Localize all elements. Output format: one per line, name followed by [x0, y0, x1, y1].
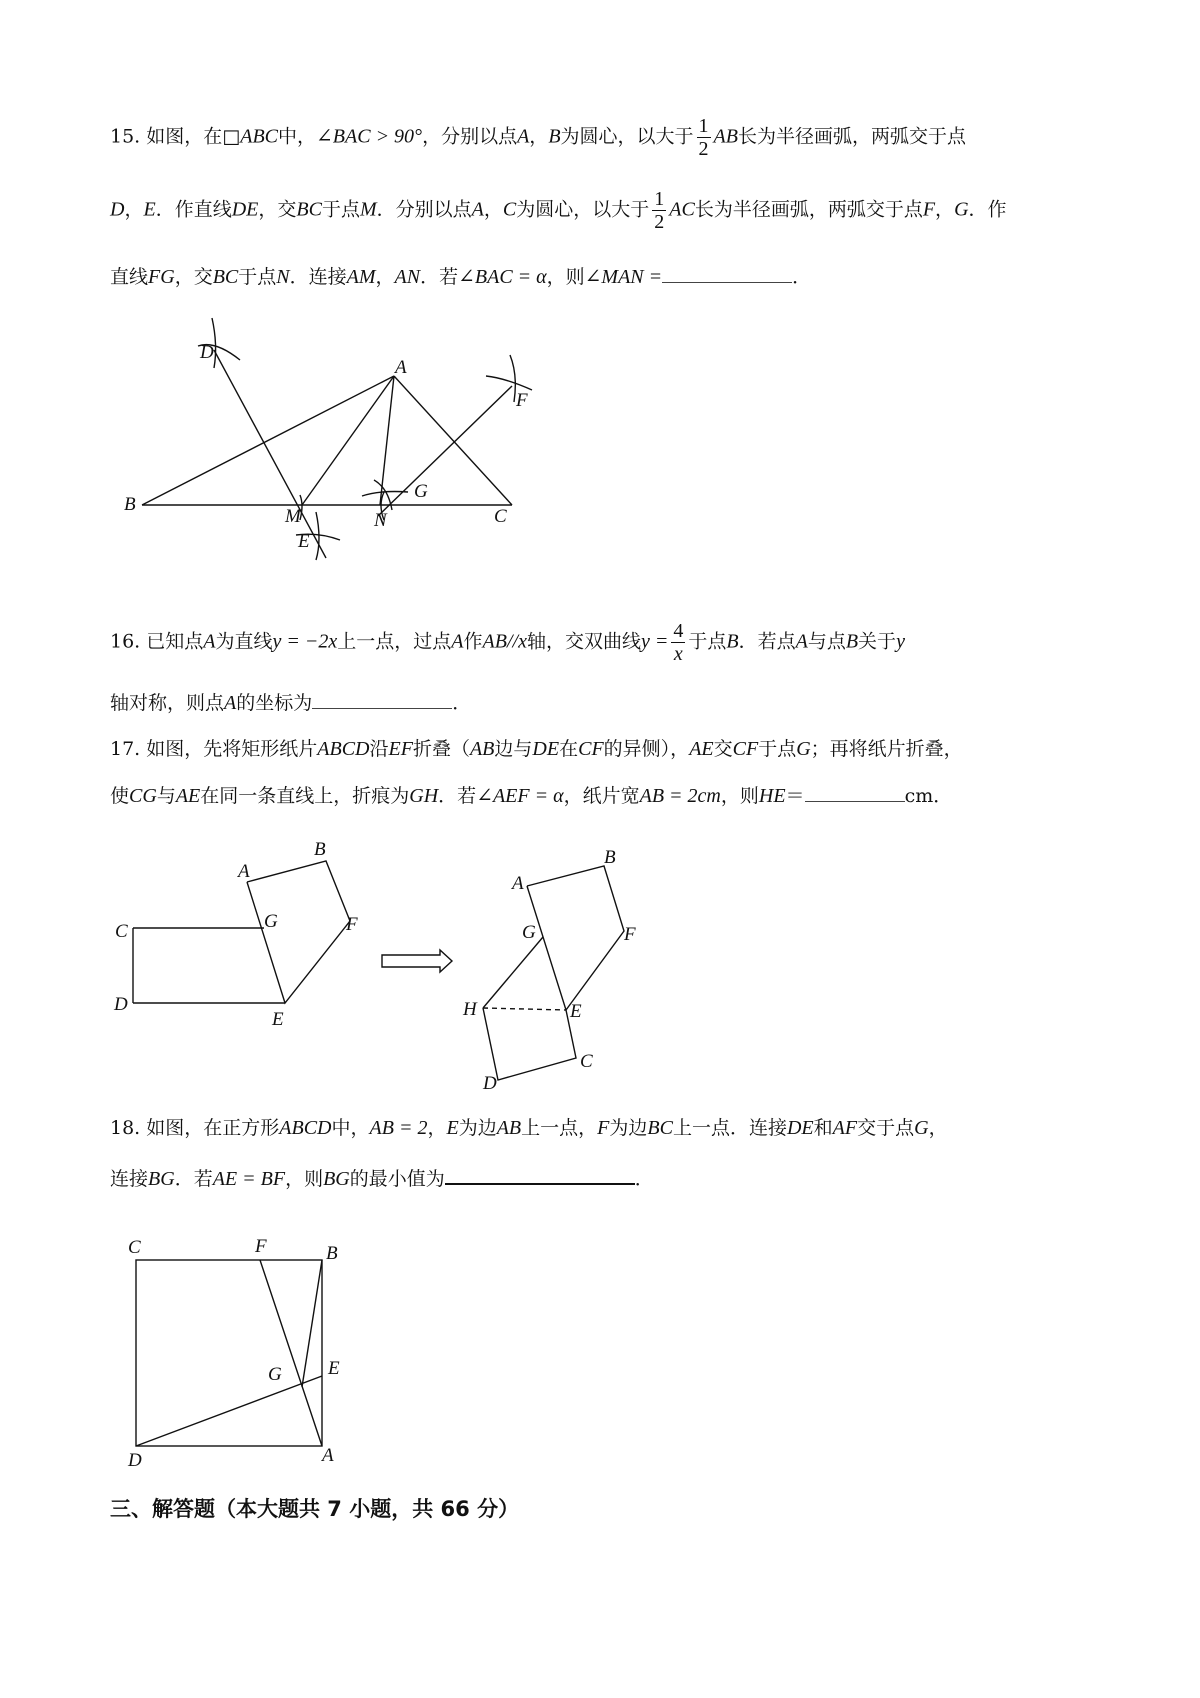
q18-condition: AE = BF — [212, 1168, 286, 1190]
q17-fig1-label-C: C — [115, 921, 128, 942]
q16-line-1: 16. 已知点A为直线y = −2x上一点，过点A作AB//x轴，交双曲线y = $\frac{4}{x}$ 于点B．若点A与点B关于y — [110, 620, 905, 665]
q15-fraction-half: $\frac{1}{2}$ — [698, 115, 709, 160]
q18-label-F: F — [255, 1236, 267, 1257]
q17-line-2: 使CG与AE在同一条直线上，折痕为GH．若∠AEF = α，纸片宽AB = 2cm，则HE＝ cm． — [110, 785, 953, 807]
q17-fig2-label-F: F — [624, 924, 636, 945]
q15-label-G: G — [414, 481, 428, 502]
q17-fig2-label-D: D — [483, 1073, 497, 1094]
q17-fig1-label-F: F — [346, 914, 358, 935]
q17-fig2-label-G: G — [522, 922, 536, 943]
q15-number: 15. — [110, 125, 141, 148]
q18-label-E: E — [328, 1358, 340, 1379]
q17-fig1-label-E: E — [272, 1009, 284, 1030]
q17-angle-equation: ∠AEF = α — [476, 785, 564, 807]
q17-fig2-label-B: B — [604, 847, 616, 868]
q16-line-equation: y = −2x — [272, 630, 338, 653]
q15-label-D: D — [200, 342, 214, 363]
q17-line-1: 17. 如图，先将矩形纸片ABCD沿EF折叠（AB边与DE在CF的异侧），AE交CF于点G；再将纸片折叠， — [110, 738, 963, 760]
q16-fraction: $\frac{4}{x}$ — [673, 620, 684, 665]
q17-fig1-label-B: B — [314, 839, 326, 860]
q15-line-1: 15. 如图，在□ABC中，∠BAC > 90°，分别以点A，B为圆心，以大于 $\frac{1}{2}$ AB长为半径画弧，两弧交于点 — [110, 115, 966, 160]
q15-label-F: F — [516, 390, 528, 411]
q17-fig1-label-A: A — [238, 861, 250, 882]
q18-label-D: D — [128, 1450, 142, 1471]
q15-label-B: B — [124, 494, 136, 515]
q17-fig2-label-A: A — [512, 873, 524, 894]
q17-number: 17. — [110, 738, 141, 760]
q16-line-2: 轴对称，则点A的坐标为 ． — [110, 692, 472, 714]
q17-fig1-label-G: G — [264, 911, 278, 932]
q18-label-C: C — [128, 1237, 141, 1258]
q18-label-G: G — [268, 1364, 282, 1385]
q18-line-2: 连接BG．若AE = BF，则BG的最小值为 ． — [110, 1165, 654, 1192]
q15-angle-condition: ∠BAC > 90° — [316, 125, 423, 148]
q18-side-equation: AB = 2 — [369, 1117, 428, 1139]
q15-angle-equation: ∠BAC = α — [458, 266, 547, 288]
q16-number: 16. — [110, 630, 141, 653]
q15-label-M: M — [285, 506, 301, 527]
q15-line-2: D，E．作直线DE，交BC于点M．分别以点A，C为圆心，以大于 $\frac{1}{2}$ AC长为半径画弧，两弧交于点F，G．作 — [110, 188, 1007, 233]
q17-fig2-label-H: H — [463, 999, 477, 1020]
q17-fig2-label-C: C — [580, 1051, 593, 1072]
q17-width-equation: AB = 2cm — [639, 785, 721, 807]
section-heading: 三、解答题（本大题共 7 小题，共 66 分） — [110, 1497, 520, 1521]
q18-line-1: 18. 如图，在正方形ABCD中，AB = 2，E为边AB上一点，F为边BC上一点．连接DE和AF交于点G， — [110, 1117, 948, 1139]
q18-label-B: B — [326, 1243, 338, 1264]
q15-box-symbol: □ — [222, 125, 241, 148]
q17-fig2-label-E: E — [570, 1001, 582, 1022]
q18-number: 18. — [110, 1117, 141, 1139]
q15-line-3: 直线FG，交BC于点N．连接AM，AN．若∠BAC = α，则∠MAN = ． — [110, 266, 812, 288]
q15-label-C: C — [494, 506, 507, 527]
q17-fig1-label-D: D — [114, 994, 128, 1015]
q15-label-E: E — [298, 531, 310, 552]
q15-label-A: A — [395, 357, 407, 378]
q15-fraction-half-2: $\frac{1}{2}$ — [654, 188, 665, 233]
q15-angle-question: ∠MAN = — [584, 266, 663, 288]
q18-label-A: A — [322, 1445, 334, 1466]
q15-label-N: N — [374, 510, 387, 531]
